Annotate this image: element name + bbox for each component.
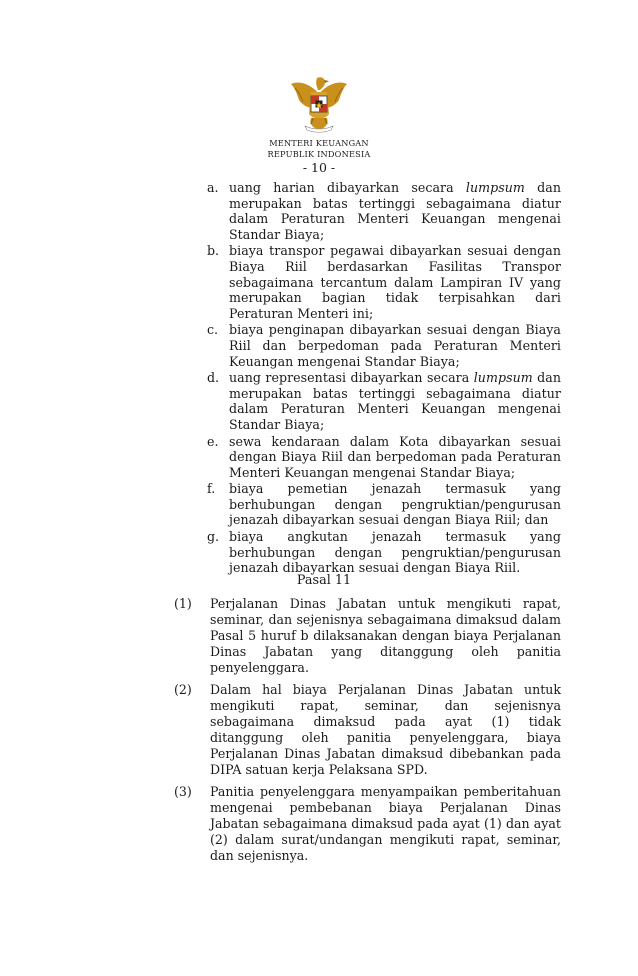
list-marker: f. xyxy=(207,481,216,497)
list-item-text: uang harian dibayarkan secara lumpsum dan merupakan batas tertinggi sebagaimana diatur dalam Peraturan Menteri Keuangan mengenai Standar Biaya; xyxy=(229,180,561,242)
paragraph-marker: (2) xyxy=(174,682,192,697)
garuda-pancasila-emblem-icon xyxy=(287,74,351,136)
expense-list xyxy=(207,180,561,577)
list-item-text: uang representasi dibayarkan secara lumpsum dan merupakan batas tertinggi sebagaimana diatur dalam Peraturan Menteri Keuangan mengenai Standar Biaya; xyxy=(229,370,561,432)
list-marker: c. xyxy=(207,322,219,338)
list-item xyxy=(207,481,561,528)
list-marker: b. xyxy=(207,243,220,259)
list-marker: a. xyxy=(207,180,219,195)
list-marker: g. xyxy=(207,529,220,545)
paragraph-item xyxy=(174,596,561,676)
pasal-paragraphs xyxy=(174,596,561,870)
list-item xyxy=(207,370,561,432)
list-item xyxy=(207,180,561,242)
list-item-text: sewa kendaraan dalam Kota dibayarkan sesuai dengan Biaya Riil dan berpedoman pada Peraturan Menteri Keuangan mengenai Standar Biaya; xyxy=(229,433,561,480)
list-item xyxy=(207,243,561,321)
paragraph-marker: (3) xyxy=(174,784,192,799)
list-item-text: biaya angkutan jenazah termasuk yang berhubungan dengan pengruktian/pengurusan jenazah dibayarkan sesuai dengan Biaya Riil. xyxy=(229,529,561,576)
list-item xyxy=(207,434,561,481)
paragraph-item xyxy=(174,682,561,778)
country-title: REPUBLIK INDONESIA xyxy=(267,149,371,159)
list-marker: e. xyxy=(207,433,219,449)
paragraph-item xyxy=(174,784,561,864)
list-marker: d. xyxy=(207,370,220,386)
list-item xyxy=(207,322,561,369)
paragraph-text: Dalam hal biaya Perjalanan Dinas Jabatan untuk mengikuti rapat, seminar, dan sejenisnya sebagaimana dimaksud pada ayat (1) tidak ditanggung oleh panitia penyelenggara, biaya Perjalanan Dinas Jabatan dimaksud dibebankan pada DIPA satuan kerja Pelaksana SPD. xyxy=(210,682,561,777)
paragraph-text: Panitia penyelenggara menyampaikan pemberitahuan mengenai pembebanan biaya Perjalanan Dinas Jabatan sebagaimana dimaksud pada ayat (1) dan ayat (2) dalam surat/undangan mengikuti rapat, seminar, dan sejenisnya. xyxy=(210,784,561,863)
page-number: - 10 - xyxy=(302,160,336,175)
pasal-title: Pasal 11 xyxy=(296,573,352,588)
paragraph-text: Perjalanan Dinas Jabatan untuk mengikuti rapat, seminar, dan sejenisnya sebagaimana dimaksud dalam Pasal 5 huruf b dilaksanakan dengan biaya Perjalanan Dinas Jabatan yang ditanggung oleh panitia penyelenggara. xyxy=(210,596,561,675)
ministry-title: MENTERI KEUANGAN xyxy=(269,138,369,148)
list-item-text: biaya penginapan dibayarkan sesuai dengan Biaya Riil dan berpedoman pada Peraturan Menteri Keuangan mengenai Standar Biaya; xyxy=(229,322,561,369)
ministry-header xyxy=(256,138,382,160)
list-item-text: biaya transpor pegawai dibayarkan sesuai dengan Biaya Riil berdasarkan Fasilitas Transpor sebagaimana tercantum dalam Lampiran IV yang merupakan bagian tidak terpisahkan dari Peraturan Menteri ini; xyxy=(229,243,561,321)
paragraph-marker: (1) xyxy=(174,596,192,611)
list-item xyxy=(207,529,561,576)
list-item-text: biaya pemetian jenazah termasuk yang berhubungan dengan pengruktian/pengurusan jenazah dibayarkan sesuai dengan Biaya Riil; dan xyxy=(229,481,561,528)
